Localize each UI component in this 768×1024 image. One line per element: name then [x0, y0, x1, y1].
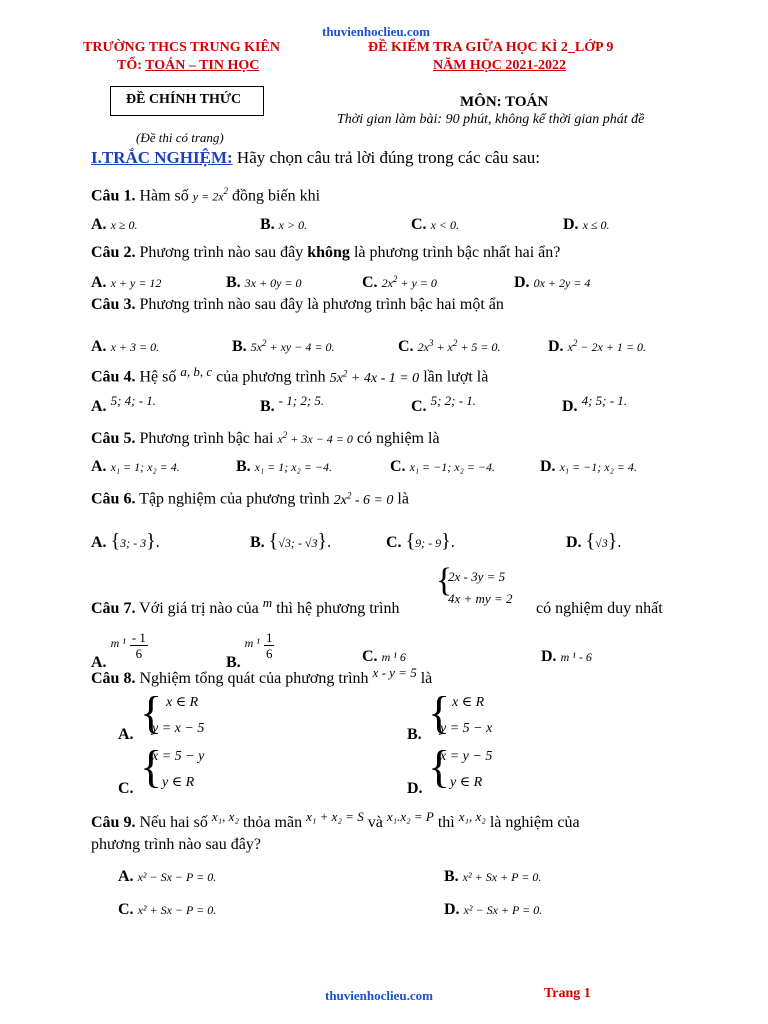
option-value: m ¹ - 6: [560, 650, 592, 664]
group-prefix: TỔ:: [117, 58, 142, 73]
group-name: [117, 58, 259, 74]
section-heading: [91, 148, 540, 168]
system-line-1: 2x - 3y = 5: [448, 569, 506, 584]
option-value: x² + Sx − P = 0.: [137, 903, 217, 917]
option-value: x₁ = 1; x₂ = 4.: [110, 460, 180, 474]
section-title: I.TRẮC NGHIỆM:: [91, 148, 233, 167]
q8-c-brace: {: [140, 741, 163, 792]
equation: $x^2 + 3x - 4 = 0$: [277, 430, 353, 446]
option-value: $5x^2$ + xy − 4 = 0.: [250, 338, 335, 354]
question-text-end: lần lượt là: [423, 368, 489, 386]
option-value: x₁ = 1; x₂ = −4.: [254, 460, 332, 474]
option-label: C.: [386, 534, 402, 551]
q8-b-line-1: x ∈ R: [452, 695, 485, 710]
q9-option-a[interactable]: [118, 868, 216, 886]
question-7: [91, 595, 400, 618]
option-label: C.: [411, 398, 427, 415]
question-number: Câu 1.: [91, 187, 136, 205]
option-value: 3x + 0y = 0: [244, 276, 302, 290]
option-label: C.: [362, 274, 378, 291]
question-text-mid: thì hệ phương trình: [276, 600, 400, 617]
q1-option-c[interactable]: [411, 216, 459, 234]
q8-d-line-2: y ∈ R: [450, 775, 483, 790]
q8-a-brace: {: [140, 687, 163, 738]
option-value: x + 3 = 0.: [110, 340, 160, 354]
option-value: m ¹ 6: [381, 650, 406, 664]
q5-option-c[interactable]: [390, 458, 495, 476]
q4-option-b[interactable]: [260, 393, 325, 416]
q7-option-d[interactable]: [541, 648, 592, 666]
equation: $2x^2 - 6 = 0$: [333, 490, 394, 508]
option-value: $x^2 - 2x + 1 = 0$.: [567, 338, 647, 354]
q8-b-brace: {: [428, 687, 451, 738]
question-text: Nghiệm tổng quát của phương trình: [139, 670, 369, 687]
q9-option-b[interactable]: [444, 868, 541, 886]
question-1: [91, 186, 320, 205]
option-label: A.: [91, 458, 107, 475]
q3-option-c[interactable]: [398, 338, 501, 356]
option-label: C.: [411, 216, 427, 233]
q1-option-a[interactable]: [91, 216, 137, 234]
question-text-mid2: và: [367, 814, 383, 831]
option-label: C.: [390, 458, 406, 475]
fraction: $\frac{1}{6}$: [265, 630, 273, 661]
brace-close: }: [441, 530, 451, 552]
brace-close: }: [607, 530, 618, 552]
exam-title: ĐỀ KIỂM TRA GIỮA HỌC KÌ 2_LỚP 9: [368, 40, 614, 55]
school-name: TRƯỜNG THCS TRUNG KIÊN: [83, 40, 280, 55]
q1-option-b[interactable]: [260, 216, 307, 234]
q8-d-line-1: x = y − 5: [440, 749, 493, 764]
q2-option-c[interactable]: [362, 274, 437, 292]
q8-option-a-label[interactable]: A.: [118, 726, 134, 743]
q6-option-d[interactable]: D. {√3}.: [566, 530, 622, 552]
option-value: x + y = 12: [110, 276, 162, 290]
option-value: - 1; 2; 5.: [278, 393, 325, 408]
brace-open: {: [585, 530, 596, 552]
school-year: NĂM HỌC 2021-2022: [433, 58, 566, 73]
question-number: Câu 6.: [91, 490, 136, 508]
option-label: B.: [232, 338, 247, 355]
q8-a-line-2: y = x − 5: [152, 721, 205, 736]
option-label: B.: [250, 534, 265, 551]
q6-option-c[interactable]: C. {9; - 9}.: [386, 530, 455, 552]
q7-option-c[interactable]: [362, 648, 406, 666]
option-value: 4; 5; - 1.: [581, 393, 628, 408]
q5-option-d[interactable]: [540, 458, 637, 476]
page-number: Trang 1: [544, 986, 591, 1001]
option-label: D.: [566, 534, 582, 551]
q8-option-d-label[interactable]: D.: [407, 780, 423, 797]
option-value: √3: [595, 536, 608, 550]
brace-close: }: [146, 530, 156, 552]
option-prefix: m ¹: [244, 636, 260, 651]
question-text: Nếu hai số: [139, 814, 208, 831]
question-text: Hàm số: [139, 187, 189, 205]
question-text-mid: thỏa mãn: [242, 814, 303, 831]
system-line-2: 4x + my = 2: [448, 591, 513, 606]
math-expression: y = 2x: [192, 189, 224, 204]
option-prefix: m ¹: [110, 636, 126, 651]
question-text: Phương trình bậc hai: [139, 430, 274, 447]
question-3: [91, 296, 504, 314]
option-value: 3; - 3: [120, 536, 147, 550]
pages-note: (Đề thi có trang): [136, 130, 224, 145]
brace-open: {: [110, 530, 121, 552]
option-label: B.: [444, 868, 459, 885]
q3-option-b[interactable]: [232, 338, 334, 356]
question-number: Câu 7.: [91, 600, 136, 617]
question-text-end: là phương trình bậc nhất hai ẩn?: [353, 244, 561, 261]
brace-close: }: [317, 530, 328, 552]
option-value: 0x + 2y = 4: [533, 276, 591, 290]
site-top-link[interactable]: thuvienhoclieu.com: [322, 24, 430, 39]
option-value: x₁ = −1; x₂ = −4.: [409, 460, 495, 474]
brace-open: {: [268, 530, 279, 552]
option-label: A.: [91, 274, 107, 291]
question-text-end: đồng biến khi: [232, 187, 321, 205]
option-value: x < 0.: [430, 218, 459, 232]
question-text-end: là nghiệm của: [489, 814, 580, 831]
option-value: x² + Sx + P = 0.: [462, 870, 542, 884]
option-label: A.: [91, 534, 107, 551]
q8-c-line-1: x = 5 − y: [152, 749, 205, 764]
time-note: Thời gian làm bài: 90 phút, không kể thời gian phát đề: [337, 112, 645, 127]
q5-option-b[interactable]: [236, 458, 332, 476]
fraction: $\frac{- 1}{6}$: [131, 630, 146, 661]
option-value: 5; 2; - 1.: [430, 393, 477, 408]
q8-d-brace: {: [428, 741, 451, 792]
option-value: x² − Sx − P = 0.: [137, 870, 217, 884]
group-value: TOÁN – TIN HỌC: [145, 58, 260, 73]
q4-option-c[interactable]: [411, 393, 477, 416]
footer-site-link[interactable]: thuvienhoclieu.com: [325, 988, 433, 1003]
question-text: Với giá trị nào của: [139, 600, 259, 617]
sum-condition: x₁ + x₂ = S: [306, 809, 364, 824]
option-label: D.: [548, 338, 564, 355]
question-9-line-2: phương trình nào sau đây?: [91, 836, 261, 853]
variable: m: [262, 595, 273, 610]
q7-option-b[interactable]: [226, 630, 274, 672]
q8-c-line-2: y ∈ R: [162, 775, 195, 790]
option-value: 9; - 9: [415, 536, 442, 550]
q9-option-d[interactable]: [444, 901, 542, 919]
question-number: Câu 4.: [91, 368, 136, 386]
q3-option-a[interactable]: [91, 338, 159, 356]
equation: x - y = 5: [372, 665, 417, 680]
question-text-end: có nghiệm là: [356, 430, 440, 447]
brace-open: {: [405, 530, 416, 552]
system-brace: {: [436, 562, 453, 599]
option-value: x ≤ 0.: [582, 218, 610, 232]
option-label: C.: [398, 338, 414, 355]
option-label: D.: [444, 901, 460, 918]
option-label: A.: [91, 654, 107, 672]
question-8: [91, 665, 433, 688]
q2-option-b[interactable]: [226, 274, 302, 292]
q8-option-c-label[interactable]: C.: [118, 780, 134, 797]
question-number: Câu 3.: [91, 296, 136, 313]
option-label: D.: [541, 648, 557, 665]
equation: $5x^2 + 4x - 1 = 0$: [329, 368, 420, 386]
option-label: B.: [236, 458, 251, 475]
option-label: D.: [514, 274, 530, 291]
option-label: D.: [563, 216, 579, 233]
option-label: B.: [226, 654, 241, 672]
option-label: A.: [91, 216, 107, 233]
q4-option-d[interactable]: [562, 393, 628, 416]
option-value: $2x^3 + x^2 + 5 = 0$.: [417, 338, 501, 354]
variables: x₁, x₂: [211, 809, 239, 824]
option-label: D.: [540, 458, 556, 475]
option-value: $2x^2 + y = 0$: [381, 274, 437, 290]
option-label: B.: [260, 216, 275, 233]
q8-a-line-1: x ∈ R: [166, 695, 199, 710]
subject: MÔN: TOÁN: [460, 94, 549, 110]
coefficients: a, b, c: [180, 363, 213, 379]
option-value: x₁ = −1; x₂ = 4.: [559, 460, 637, 474]
q6-option-a[interactable]: A. {3; - 3}.: [91, 530, 160, 552]
q2-option-a[interactable]: [91, 274, 161, 292]
option-value: x > 0.: [278, 218, 308, 232]
q4-option-a[interactable]: [91, 393, 157, 416]
q6-option-b[interactable]: B. {√3; - √3}.: [250, 530, 332, 552]
question-text-end: là: [420, 670, 433, 687]
question-text: Hệ số: [139, 368, 177, 386]
question-number: Câu 8.: [91, 670, 136, 687]
question-text: Phương trình nào sau đây: [139, 244, 304, 261]
option-label: B.: [226, 274, 241, 291]
option-value: x² − Sx + P = 0.: [463, 903, 543, 917]
question-text-end: là: [397, 490, 409, 508]
q1-option-d[interactable]: [563, 216, 609, 234]
question-emphasis: không: [307, 244, 350, 261]
variables-2: x₁, x₂: [458, 809, 486, 824]
math-exponent: 2: [223, 186, 229, 196]
option-label: B.: [260, 398, 275, 415]
q8-option-b-label[interactable]: B.: [407, 726, 422, 743]
q8-b-line-2: y = 5 − x: [440, 721, 493, 736]
question-number: Câu 9.: [91, 814, 136, 831]
option-label: C.: [362, 648, 378, 665]
q3-option-d[interactable]: [548, 338, 646, 356]
q9-option-c[interactable]: [118, 901, 216, 919]
q5-option-a[interactable]: [91, 458, 180, 476]
option-label: A.: [118, 868, 134, 885]
product-condition: x₁.x₂ = P: [386, 809, 434, 824]
question-7-end: có nghiệm duy nhất: [536, 600, 663, 617]
option-label: A.: [91, 338, 107, 355]
official-label: ĐỀ CHÍNH THỨC: [126, 92, 242, 107]
section-instruction: Hãy chọn câu trả lời đúng trong các câu sau:: [236, 148, 540, 167]
question-number: Câu 2.: [91, 244, 136, 261]
option-value: 5; 4; - 1.: [110, 393, 157, 408]
question-6: [91, 490, 409, 509]
question-4: [91, 363, 489, 387]
q2-option-d[interactable]: [514, 274, 590, 292]
question-text-mid: của phương trình: [216, 368, 326, 386]
option-label: C.: [118, 901, 134, 918]
q7-option-a[interactable]: [91, 630, 148, 672]
question-2: [91, 244, 560, 262]
question-5: [91, 430, 440, 448]
question-text-mid3: thì: [437, 814, 455, 831]
option-label: D.: [562, 398, 578, 415]
option-value: √3; - √3: [278, 536, 318, 550]
question-text: Tập nghiệm của phương trình: [139, 490, 330, 508]
question-text: Phương trình nào sau đây là phương trình bậc hai một ẩn: [139, 296, 504, 313]
question-number: Câu 5.: [91, 430, 136, 447]
option-value: x ≥ 0.: [110, 218, 138, 232]
option-label: A.: [91, 398, 107, 415]
question-9: [91, 809, 580, 832]
